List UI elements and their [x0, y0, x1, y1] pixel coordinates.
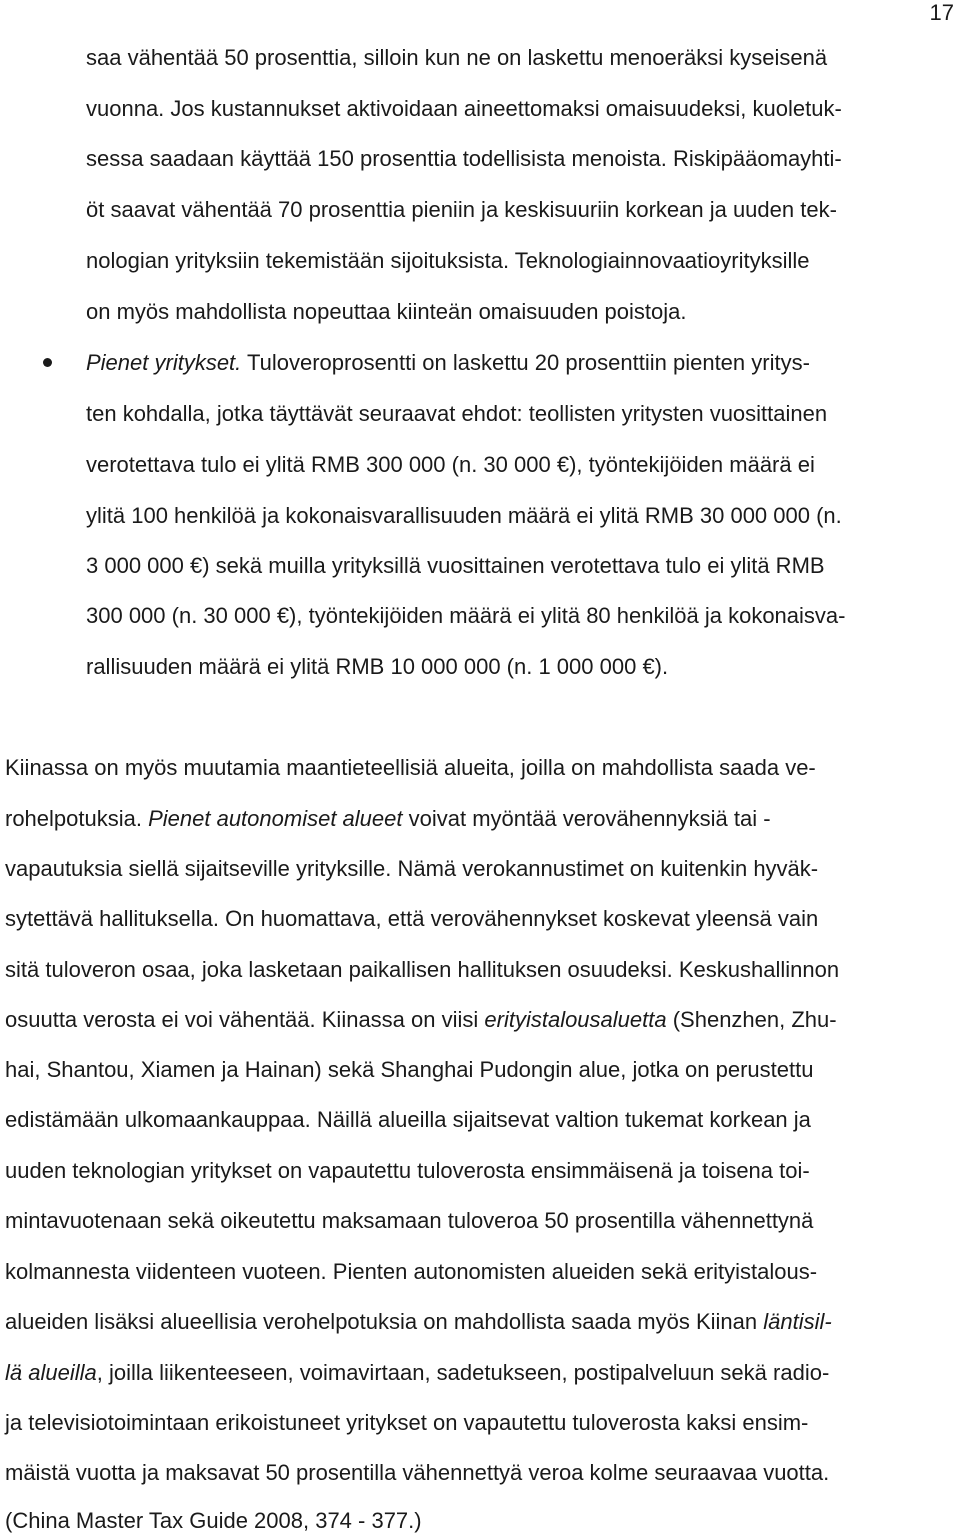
text-span: (Shenzhen, Zhu- — [666, 1007, 837, 1032]
bullet-first-line — [86, 350, 956, 376]
page-number: 17 — [929, 0, 954, 25]
italic-term: läntisil- — [763, 1309, 832, 1334]
text-line: verotettava tulo ei ylitä RMB 300 000 (n. 30 000 €), työntekijöiden määrä ei — [86, 452, 815, 477]
bullet-title: Pienet yritykset. — [86, 350, 242, 375]
text-line: rallisuuden määrä ei ylitä RMB 10 000 000 (n. 1 000 000 €). — [86, 654, 669, 679]
bullet-first-line-rest: Tuloveroprosentti on laskettu 20 prosenttiin pienten yritys- — [241, 350, 810, 375]
text-line — [5, 806, 771, 832]
text-span: osuutta verosta ei voi vähentää. Kiinassa on viisi — [5, 1007, 485, 1032]
text-line: on myös mahdollista nopeuttaa kiinteän omaisuuden poistoja. — [86, 299, 687, 324]
text-span: voivat myöntää verovähennyksiä tai - — [402, 806, 771, 831]
text-line: ja televisiotoimintaan erikoistuneet yritykset on vapautettu tuloverosta kaksi ensim- — [5, 1410, 809, 1435]
italic-term: Pienet autonomiset alueet — [148, 806, 403, 831]
text-line: sytettävä hallituksella. On huomattava, että verovähennykset koskevat yleensä vain — [5, 906, 819, 931]
text-line: ten kohdalla, jotka täyttävät seuraavat ehdot: teollisten yritysten vuosittainen — [86, 401, 828, 426]
text-line: hai, Shantou, Xiamen ja Hainan) sekä Shanghai Pudongin alue, jotka on perustettu — [5, 1057, 814, 1082]
text-span: , joilla liikenteeseen, voimavirtaan, sadetukseen, postipalveluun sekä radio- — [96, 1360, 830, 1385]
italic-term: erityistalousaluetta — [484, 1007, 667, 1032]
text-line: uuden teknologian yritykset on vapautettu tuloverosta ensimmäisenä ja toisena toi- — [5, 1158, 810, 1183]
text-span: rohelpotuksia. — [5, 806, 149, 831]
italic-term: lä alueilla — [5, 1360, 97, 1385]
text-line: edistämään ulkomaankauppaa. Näillä alueilla sijaitsevat valtion tukemat korkean ja — [5, 1107, 811, 1132]
citation: (China Master Tax Guide 2008, 374 - 377.) — [5, 1508, 422, 1533]
text-line: ylitä 100 henkilöä ja kokonaisvarallisuuden määrä ei ylitä RMB 30 000 000 (n. — [86, 503, 842, 528]
text-line: sessa saadaan käyttää 150 prosenttia todellisista menoista. Riskipääomayhti- — [86, 146, 842, 171]
text-line: mintavuotenaan sekä oikeutettu maksamaan tuloveroa 50 prosentilla vähennettynä — [5, 1208, 814, 1233]
text-line: 3 000 000 €) sekä muilla yrityksillä vuosittainen verotettava tulo ei ylitä RMB — [86, 553, 825, 578]
bullet-marker — [43, 358, 52, 367]
text-span: alueiden lisäksi alueellisia verohelpotuksia on mahdollista saada myös Kiinan — [5, 1309, 764, 1334]
text-line: mäistä vuotta ja maksavat 50 prosentilla vähennettyä veroa kolme seuraavaa vuotta. — [5, 1460, 830, 1485]
text-line: vapautuksia siellä sijaitseville yrityksille. Nämä verokannustimet on kuitenkin hyväk- — [5, 856, 819, 881]
text-line — [5, 1360, 829, 1386]
text-line: vuonna. Jos kustannukset aktivoidaan aineettomaksi omaisuudeksi, kuoletuk- — [86, 96, 842, 121]
text-line: 300 000 (n. 30 000 €), työntekijöiden määrä ei ylitä 80 henkilöä ja kokonaisva- — [86, 603, 846, 628]
text-line: sitä tuloveron osaa, joka lasketaan paikallisen hallituksen osuudeksi. Keskushallinnon — [5, 957, 840, 982]
text-line: Kiinassa on myös muutamia maantieteellisiä alueita, joilla on mahdollista saada ve- — [5, 755, 816, 780]
text-line: nologian yrityksiin tekemistään sijoituksista. Teknologiainnovaatioyrityksille — [86, 248, 810, 273]
text-line — [5, 1309, 832, 1335]
text-line: öt saavat vähentää 70 prosenttia pieniin ja keskisuuriin korkean ja uuden tek- — [86, 197, 837, 222]
text-line: saa vähentää 50 prosenttia, silloin kun ne on laskettu menoeräksi kyseisenä — [86, 45, 828, 70]
text-line — [5, 1007, 837, 1033]
text-line: kolmannesta viidenteen vuoteen. Pienten autonomisten alueiden sekä erityistalous- — [5, 1259, 818, 1284]
